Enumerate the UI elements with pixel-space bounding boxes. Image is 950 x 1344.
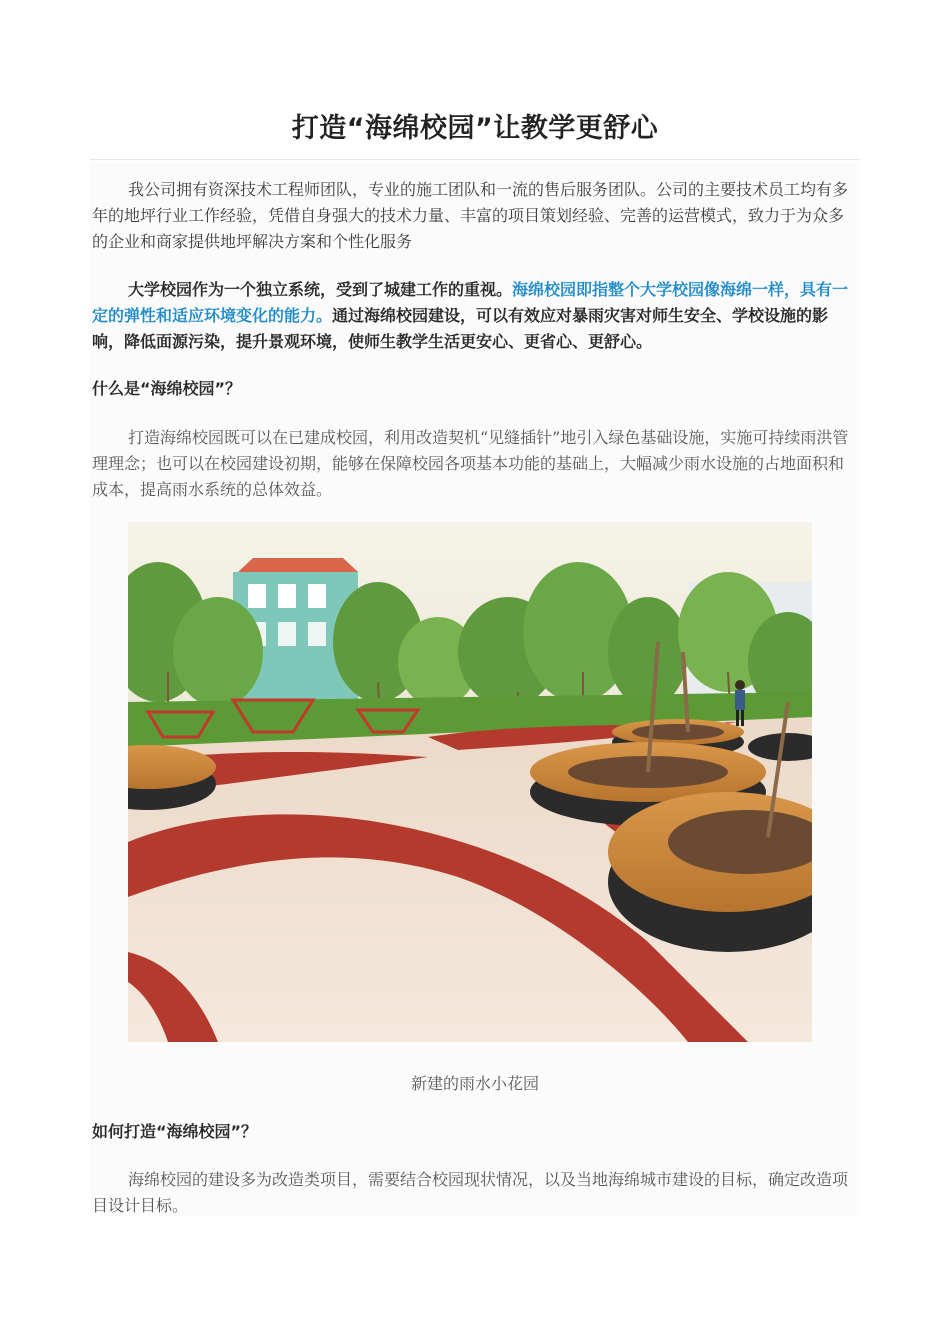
intro-paragraph: 我公司拥有资深技术工程师团队，专业的施工团队和一流的售后服务团队。公司的主要技术员工均有多年的地坪行业工作经验，凭借自身强大的技术力量、丰富的项目策划经验、完善的运营模式，致力于为众多的企业和商家提供地坪解决方案和个性化服务: [92, 180, 849, 251]
article-title: 打造“海绵校园”让教学更舒心: [291, 113, 659, 144]
campus-text-1: 大学校园作为一个独立系统，受到了城建工作的重视。: [128, 280, 513, 299]
campus-paragraph: [92, 277, 858, 355]
how-paragraph: 海绵校园的建设多为改造类项目，需要结合校园现状情况，以及当地海绵城市建设的目标，确定改造项目设计目标。: [92, 1170, 849, 1215]
section-heading-what: 什么是“海绵校园”？: [92, 379, 242, 398]
section-heading-how: 如何打造“海绵校园”？: [92, 1122, 258, 1141]
campus-text-2: 通过海绵校园建设，可以有效应对暴雨灾害对师生安全、学校设施的影响，降低面源污染，提升景观环境，使师生教学生活更安心、更省心、更舒心。: [92, 306, 829, 351]
what-paragraph: 打造海绵校园既可以在已建成校园，利用改造契机“见缝插针”地引入绿色基础设施，实施可持续雨洪管理理念；也可以在校园建设初期，能够在保障校园各项基本功能的基础上，大幅减少雨水设施的占地面积和成本，提高雨水系统的总体效益。: [92, 428, 849, 499]
photo-caption: 新建的雨水小花园: [410, 1074, 539, 1093]
rain-garden-photo: [128, 522, 812, 1042]
campus-highlight-text: 海绵校园即指整个大学校园像海绵一样，具有一定的弹性和适应环境变化的能力。: [92, 280, 849, 325]
title-divider: [90, 159, 860, 160]
